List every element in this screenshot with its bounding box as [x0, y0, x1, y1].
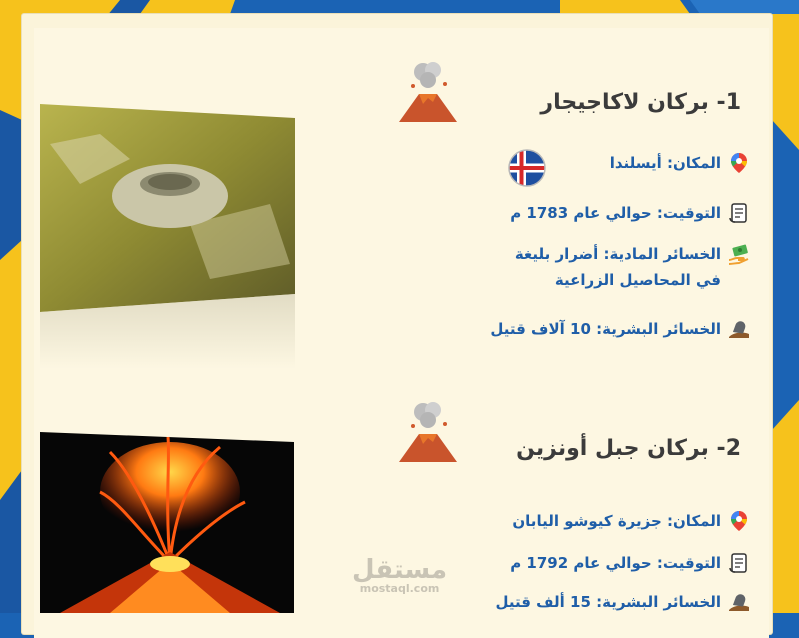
- volcano-1-timing: التوقيت: حوالي عام 1783 م: [510, 204, 721, 222]
- volcano-1-title: 1- بركان لاكاجيجار: [540, 90, 741, 115]
- map-pin-icon: [727, 509, 751, 533]
- volcano-2-title: 2- بركان جبل أونزين: [516, 436, 741, 461]
- volcano-1-location-row: [610, 150, 751, 176]
- grave-icon: [727, 317, 751, 341]
- volcano-2-photo: [40, 432, 294, 613]
- volcano-1-human-losses-row: [490, 316, 751, 342]
- volcano-2-timing: التوقيت: حوالي عام 1792 م: [510, 554, 721, 572]
- volcano-2-location: المكان: جزيرة كيوشو اليابان: [512, 512, 721, 530]
- volcano-1-photo: [40, 104, 295, 369]
- volcano-2-timing-row: [510, 550, 751, 576]
- volcano-1-material-losses: الخسائر المادية: أضرار بليغة في المحاصيل الزراعية: [514, 245, 721, 289]
- volcano-icon: [395, 58, 461, 124]
- volcano-icon: [395, 398, 461, 464]
- volcano-1-location: المكان: أيسلندا: [609, 154, 721, 172]
- watermark: [352, 555, 448, 595]
- money-hand-icon: [727, 243, 751, 267]
- grave-icon: [727, 590, 751, 614]
- volcano-2-human-losses: الخسائر البشرية: 15 ألف قتيل: [495, 593, 721, 611]
- map-pin-icon: [727, 151, 751, 175]
- scroll-icon: [727, 201, 751, 225]
- iceland-flag-icon: [507, 148, 547, 188]
- watermark-arabic: مستقل: [352, 555, 448, 585]
- watermark-latin: mostaql.com: [359, 582, 440, 595]
- volcano-2-human-losses-row: [495, 589, 751, 615]
- volcano-1-material-losses-row: [506, 241, 751, 293]
- volcano-1-human-losses: الخسائر البشرية: 10 آلاف قتيل: [490, 320, 721, 338]
- scroll-icon: [727, 551, 751, 575]
- volcano-1-timing-row: [510, 200, 751, 226]
- volcano-2-location-row: [512, 508, 751, 534]
